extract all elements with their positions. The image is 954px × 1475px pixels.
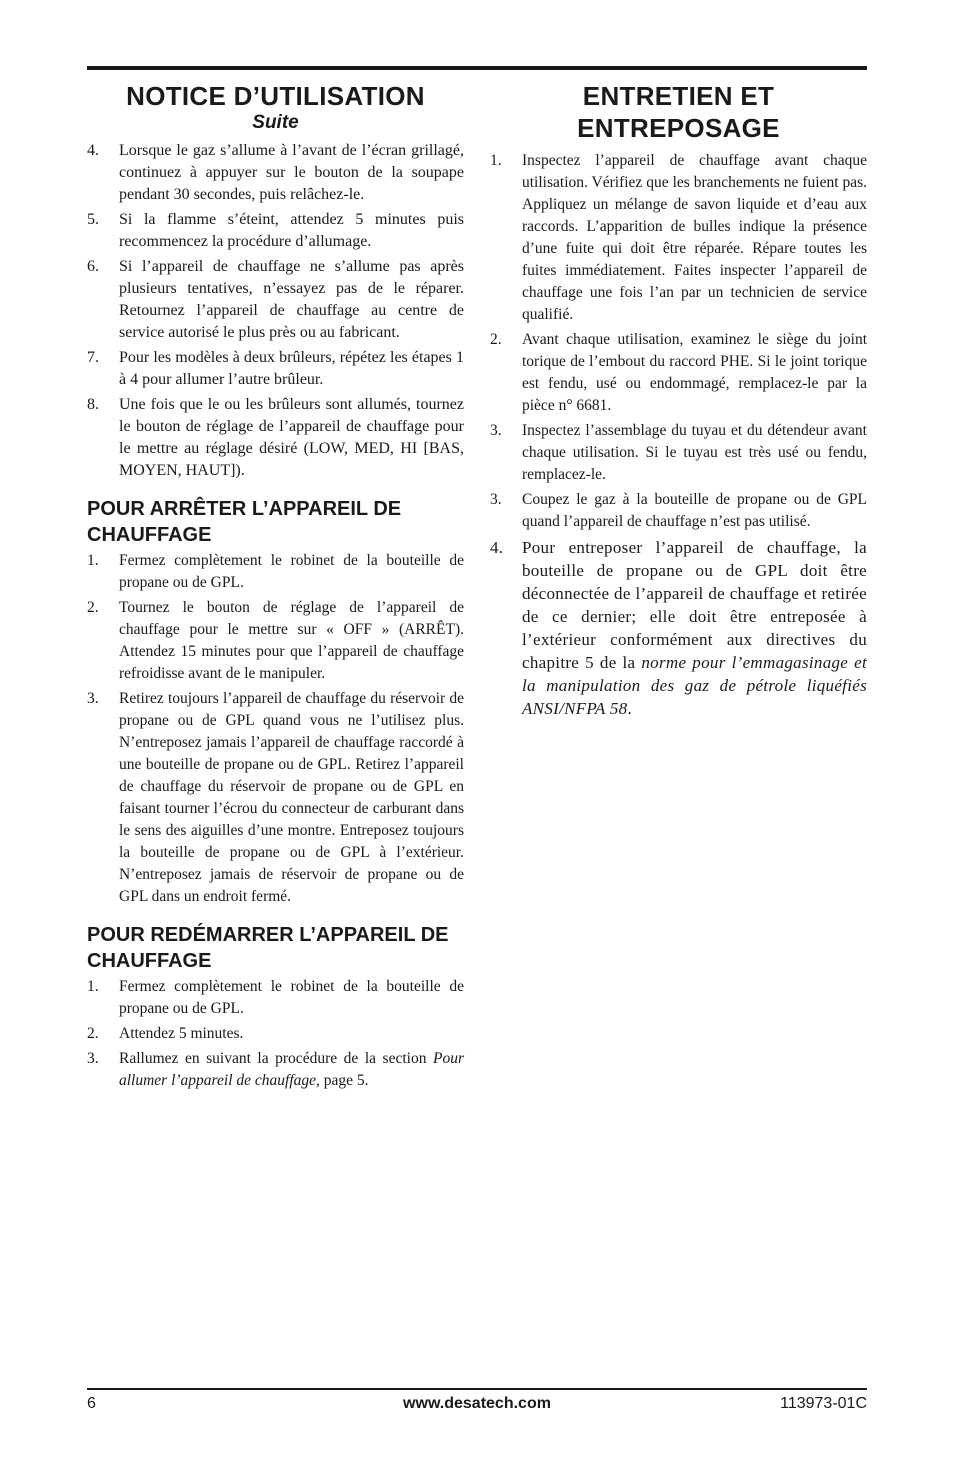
bottom-rule — [87, 1388, 867, 1390]
list-item: 5. Si la flamme s’éteint, attendez 5 minutes puis recommencez la procédure d’allumage. — [87, 211, 464, 250]
list-item: 3. Retirez toujours l’appareil de chauffage du réservoir de propane ou de GPL quand vous ne l’utilisez plus. N’entreposez jamais l’appareil de chauffage raccordé à une bouteille de propane ou de GPL. Retirez l’appareil de chauffage du réservoir de propane ou de GPL en faisant tourner l’écrou du connecteur de carburant dans le sens des aiguilles d’une montre. Entreposez toujours la bouteille de propane ou de GPL à l’extérieur. N’entreposez jamais de réservoir de propane ou de GPL dans un endroit fermé. — [87, 690, 464, 905]
relight-section-reference: Pour allumer l’appareil de chauffage — [119, 1050, 464, 1089]
list-item: 4. Lorsque le gaz s’allume à l’avant de l’écran grillagé, continuez à appuyer sur le bouton de la soupape pendant 30 secondes, puis relâchez-le. — [87, 142, 464, 203]
restart-steps-list — [87, 976, 464, 1092]
list-item: 1. Fermez complètement le robinet de la bouteille de propane ou de GPL. — [87, 552, 464, 591]
list-item: 2. Attendez 5 minutes. — [87, 1025, 244, 1042]
website-url: www.desatech.com — [403, 1395, 551, 1412]
list-item: 3. Inspectez l’assemblage du tuyau et du détendeur avant chaque utilisation. Si le tuyau est très usé ou fendu, remplacez-le. — [490, 422, 867, 483]
section-title-operating: NOTICE D’UTILISATION — [126, 81, 425, 111]
list-item: 2. Avant chaque utilisation, examinez le siège du joint torique de l’embout du raccord PHE. Si le joint torique est fendu, usé ou endommagé, remplacez-le par la pièce n° 6681. — [490, 331, 867, 414]
maintenance-steps-list — [490, 150, 867, 720]
list-item: 3. Coupez le gaz à la bouteille de propane ou de GPL quand l’appareil de chauffage n’est pas utilisé. — [490, 491, 867, 530]
list-item: 4. Pour entreposer l’appareil de chauffage, la bouteille de propane ou de GPL doit être déconnectée de l’appareil de chauffage et retirée de ce dernier; elle doit être entreposée à l’extérieur conformément aux directives du chapitre 5 de la norme pour l’emmagasinage et la manipulation des gaz de pétrole liquéfiés ANSI/NFPA 58. — [490, 538, 867, 718]
list-item: 8. Une fois que le ou les brûleurs sont allumés, tournez le bouton de réglage de l’appareil de chauffage pour le mettre au réglage désiré (LOW, MED, HI [BAS, MOYEN, HAUT]). — [87, 396, 464, 479]
page-number: 6 — [87, 1395, 96, 1412]
list-item: 1. Fermez complètement le robinet de la bouteille de propane ou de GPL. — [87, 978, 464, 1017]
restart-heater-heading: POUR REDÉMARRER L’APPAREIL DE CHAUFFAGE — [87, 924, 449, 972]
list-item: 3. Rallumez en suivant la procédure de la section Pour allumer l’appareil de chauffage, page 5. — [87, 1050, 464, 1089]
list-item: 7. Pour les modèles à deux brûleurs, répétez les étapes 1 à 4 pour allumer l’autre brûleur. — [87, 349, 464, 388]
right-column — [490, 80, 867, 723]
stop-steps-list — [87, 550, 464, 908]
standard-reference: norme pour l’emmagasinage et la manipulation des gaz de pétrole liquéfiés ANSI/NFPA 58 — [522, 653, 867, 718]
top-rule — [87, 66, 867, 70]
stop-heater-heading: POUR ARRÊTER L’APPAREIL DE CHAUFFAGE — [87, 498, 402, 546]
document-number: 113973-01C — [780, 1395, 867, 1412]
section-title-maintenance: ENTRETIEN ET ENTREPOSAGE — [577, 81, 780, 143]
list-item: 2. Tournez le bouton de réglage de l’appareil de chauffage pour le mettre sur « OFF » (ARRÊT). Attendez 15 minutes pour que l’appareil de chauffage refroidisse avant de le manipuler. — [87, 599, 464, 682]
list-item: 1. Inspectez l’appareil de chauffage avant chaque utilisation. Vérifiez que les branchements ne fuient pas. Appliquez un mélange de savon liquide et d’eau aux raccords. L’apparition de bulles indique la présence d’une fuite qui doit être réparée. Répare toutes les fuites immédiatement. Faites inspecter l’appareil de chauffage une fois l’an par un technicien de service qualifié. — [490, 152, 867, 323]
list-item: 6. Si l’appareil de chauffage ne s’allume pas après plusieurs tentatives, n’essayez pas de le réparer. Retournez l’appareil de chauffage au centre de service autorisé le plus près ou au fabricant. — [87, 258, 464, 341]
operating-steps-list — [87, 140, 464, 482]
section-subtitle-suite: Suite — [252, 112, 299, 133]
left-column — [87, 80, 464, 1095]
